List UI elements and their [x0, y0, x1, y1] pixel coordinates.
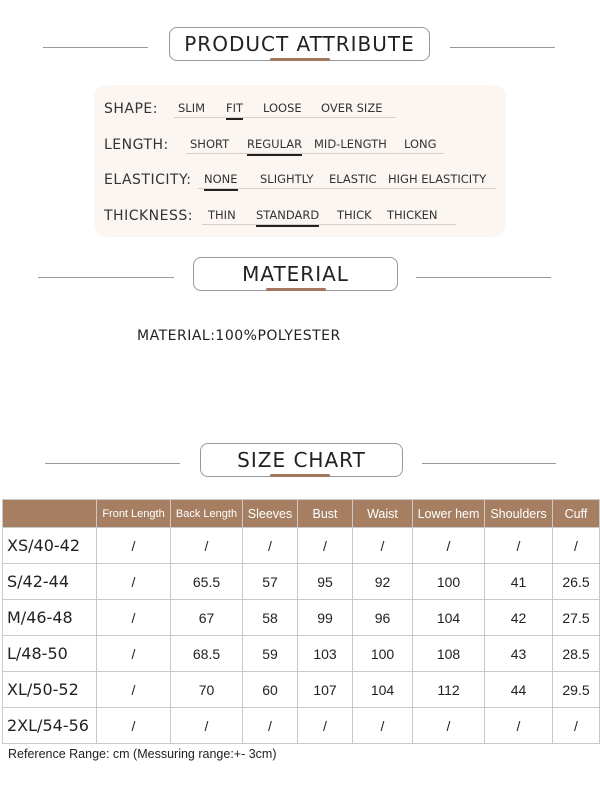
header-cell: [3, 500, 97, 528]
size-label-cell: S/42-44: [3, 564, 97, 600]
attribute-rule: [202, 224, 456, 225]
header-cell: Front Length: [97, 500, 171, 528]
measurement-cell: 65.5: [171, 564, 243, 600]
attribute-option: MID-LENGTH: [314, 137, 387, 151]
measurement-cell: 95: [298, 564, 353, 600]
reference-note: Reference Range: cm (Messuring range:+- 3cm): [8, 747, 277, 761]
measurement-cell: 41: [485, 564, 553, 600]
header-cell: Shoulders: [485, 500, 553, 528]
measurement-cell: /: [353, 528, 413, 564]
measurement-cell: 104: [413, 600, 485, 636]
attribute-label: ELASTICITY:: [104, 172, 192, 188]
measurement-cell: /: [553, 708, 600, 744]
size-chart-header: [0, 443, 600, 483]
attribute-rule: [198, 188, 496, 189]
measurement-cell: 100: [413, 564, 485, 600]
measurement-cell: 70: [171, 672, 243, 708]
header-cell: Waist: [353, 500, 413, 528]
measurement-cell: 68.5: [171, 636, 243, 672]
measurement-cell: 29.5: [553, 672, 600, 708]
measurement-cell: /: [298, 528, 353, 564]
size-label-cell: 2XL/54-56: [3, 708, 97, 744]
measurement-cell: 100: [353, 636, 413, 672]
attribute-label: LENGTH:: [104, 137, 169, 153]
attribute-label: THICKNESS:: [104, 208, 193, 224]
table-row: [3, 528, 600, 564]
measurement-cell: 104: [353, 672, 413, 708]
header-line-left: [45, 463, 180, 464]
table-row: [3, 564, 600, 600]
attribute-option-selected: NONE: [204, 172, 238, 186]
size-label-cell: L/48-50: [3, 636, 97, 672]
measurement-cell: /: [97, 564, 171, 600]
table-header-row: [3, 500, 600, 528]
attribute-option-selected: REGULAR: [247, 137, 303, 151]
measurement-cell: 67: [171, 600, 243, 636]
measurement-cell: /: [97, 600, 171, 636]
measurement-cell: /: [97, 636, 171, 672]
measurement-cell: 43: [485, 636, 553, 672]
attribute-option: ELASTIC: [329, 172, 377, 186]
attribute-option: THIN: [208, 208, 236, 222]
attribute-option: LONG: [404, 137, 437, 151]
header-underline: [266, 288, 326, 291]
measurement-cell: 60: [243, 672, 298, 708]
measurement-cell: /: [97, 672, 171, 708]
header-line-left: [38, 277, 174, 278]
measurement-cell: 99: [298, 600, 353, 636]
measurement-cell: 103: [298, 636, 353, 672]
measurement-cell: 42: [485, 600, 553, 636]
attribute-option: HIGH ELASTICITY: [388, 172, 487, 186]
header-line-right: [450, 47, 555, 48]
size-table-body: [3, 528, 600, 744]
attribute-option: LOOSE: [263, 101, 302, 115]
measurement-cell: 27.5: [553, 600, 600, 636]
table-row: [3, 672, 600, 708]
table-row: [3, 636, 600, 672]
header-cell: Bust: [298, 500, 353, 528]
measurement-cell: 108: [413, 636, 485, 672]
measurement-cell: /: [485, 528, 553, 564]
table-row: [3, 600, 600, 636]
attribute-option: THICKEN: [387, 208, 438, 222]
measurement-cell: /: [298, 708, 353, 744]
attribute-rule: [174, 117, 396, 118]
table-row: [3, 708, 600, 744]
size-label-cell: XL/50-52: [3, 672, 97, 708]
header-cell: Back Length: [171, 500, 243, 528]
measurement-cell: /: [413, 708, 485, 744]
attribute-row-elasticity: [94, 166, 506, 196]
size-chart-title: SIZE CHART: [200, 443, 403, 477]
measurement-cell: /: [485, 708, 553, 744]
size-label-cell: M/46-48: [3, 600, 97, 636]
material-text: MATERIAL:100%POLYESTER: [137, 328, 341, 344]
attribute-panel: [94, 85, 506, 237]
measurement-cell: 59: [243, 636, 298, 672]
measurement-cell: 28.5: [553, 636, 600, 672]
material-header: [0, 257, 600, 297]
measurement-cell: 96: [353, 600, 413, 636]
measurement-cell: 112: [413, 672, 485, 708]
attribute-option: SLIM: [178, 101, 206, 115]
attribute-label: SHAPE:: [104, 101, 158, 117]
measurement-cell: /: [243, 708, 298, 744]
attribute-option: THICK: [337, 208, 372, 222]
attribute-row-length: [94, 131, 506, 161]
measurement-cell: 26.5: [553, 564, 600, 600]
measurement-cell: /: [171, 528, 243, 564]
material-title: MATERIAL: [193, 257, 398, 291]
measurement-cell: /: [97, 528, 171, 564]
header-cell: Sleeves: [243, 500, 298, 528]
attribute-option: SLIGHTLY: [260, 172, 314, 186]
attribute-option-selected: FIT: [226, 101, 244, 115]
measurement-cell: /: [171, 708, 243, 744]
attribute-row-shape: [94, 95, 506, 125]
header-underline: [270, 474, 330, 477]
size-chart-table: [2, 499, 600, 744]
header-cell: Cuff: [553, 500, 600, 528]
measurement-cell: /: [413, 528, 485, 564]
measurement-cell: 44: [485, 672, 553, 708]
attribute-row-thickness: [94, 202, 506, 232]
measurement-cell: 58: [243, 600, 298, 636]
measurement-cell: /: [97, 708, 171, 744]
measurement-cell: 92: [353, 564, 413, 600]
measurement-cell: /: [553, 528, 600, 564]
attribute-option: SHORT: [190, 137, 230, 151]
measurement-cell: 107: [298, 672, 353, 708]
attribute-option: OVER SIZE: [321, 101, 383, 115]
header-line-right: [416, 277, 551, 278]
attribute-rule: [186, 153, 444, 154]
header-cell: Lower hem: [413, 500, 485, 528]
measurement-cell: 57: [243, 564, 298, 600]
product-attribute-header: [0, 27, 600, 67]
header-underline: [270, 58, 330, 61]
size-label-cell: XS/40-42: [3, 528, 97, 564]
header-line-right: [422, 463, 556, 464]
measurement-cell: /: [243, 528, 298, 564]
attribute-option-selected: STANDARD: [256, 208, 320, 222]
header-line-left: [43, 47, 148, 48]
measurement-cell: /: [353, 708, 413, 744]
product-attribute-title: PRODUCT ATTRIBUTE: [169, 27, 430, 61]
